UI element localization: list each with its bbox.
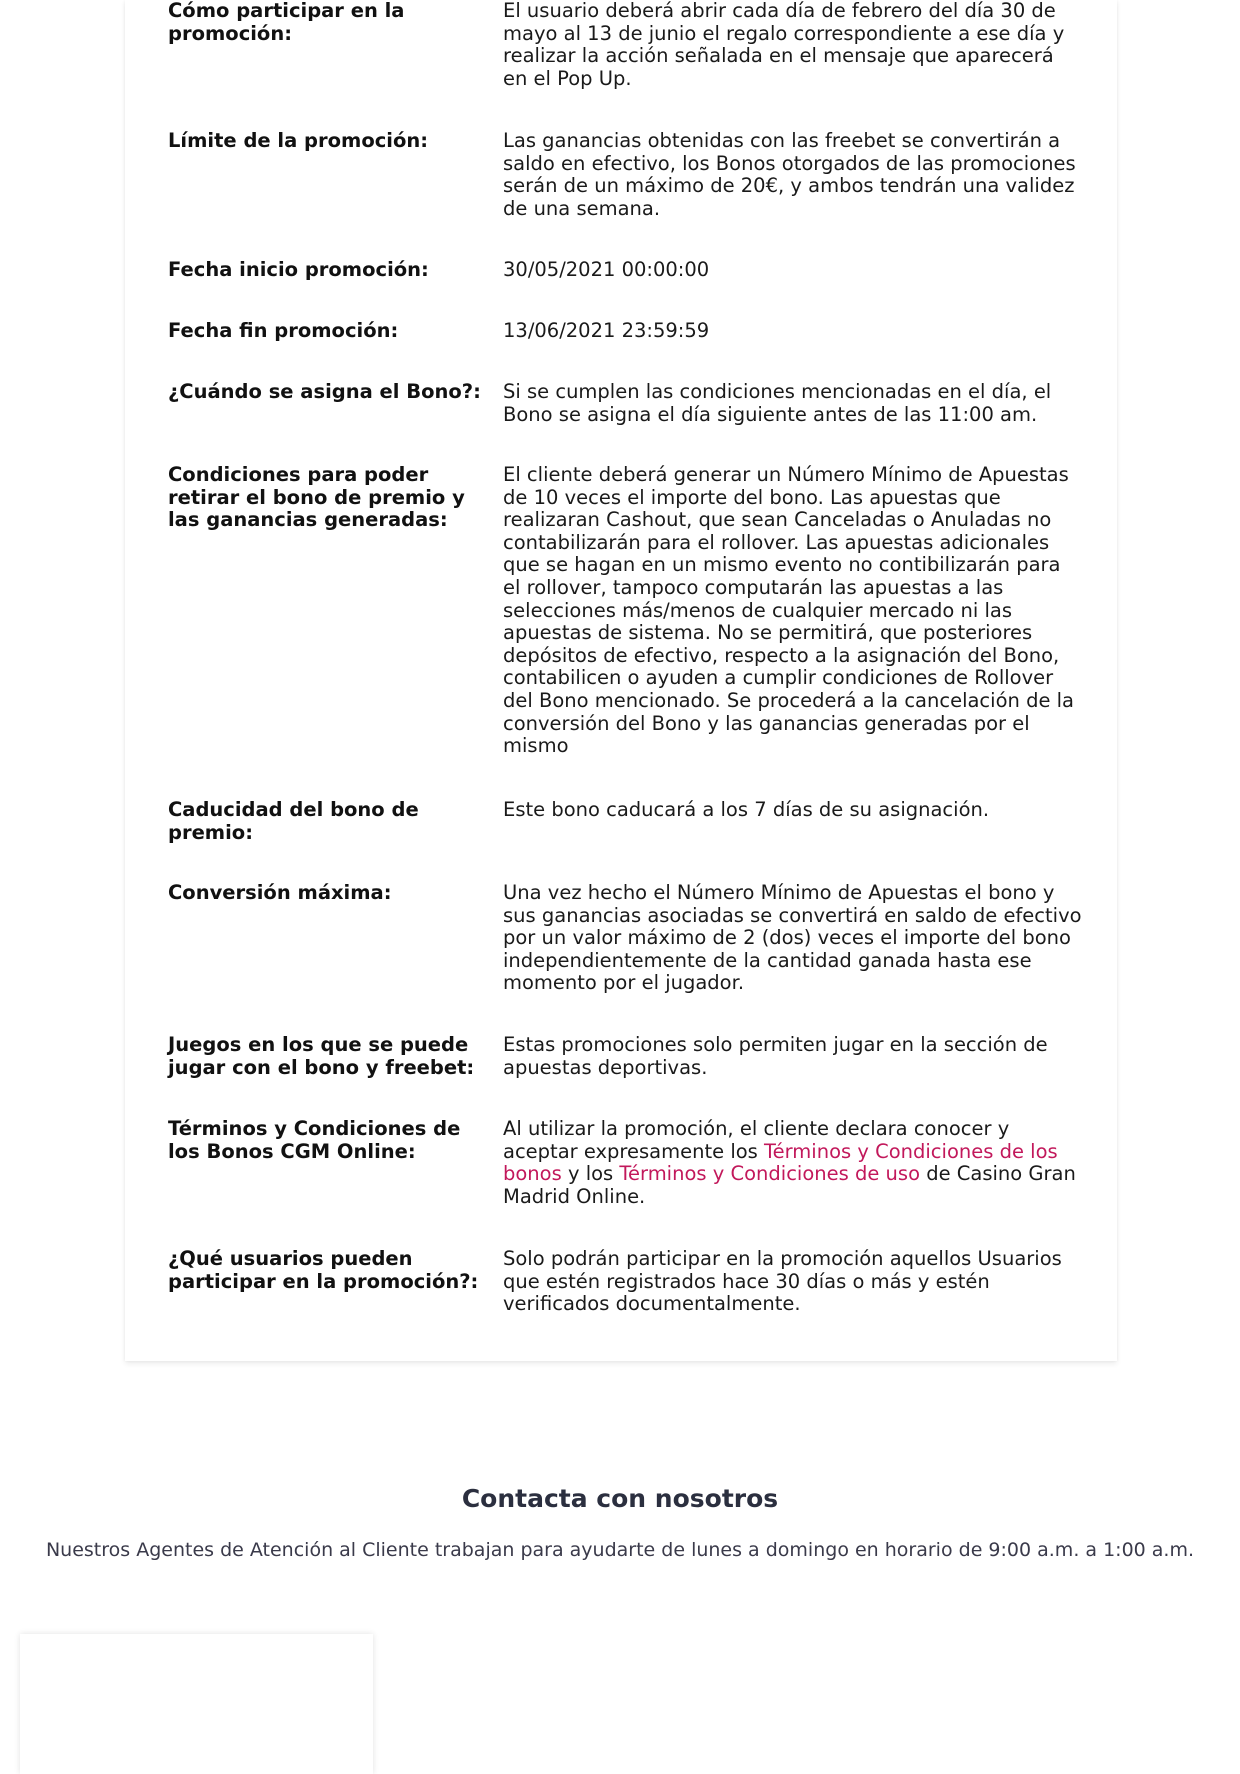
promotion-terms-card (125, 0, 1117, 1361)
term-label: Cómo participar en la promoción: (168, 0, 405, 45)
tnc-text: y los (561, 1162, 620, 1186)
term-label: Conversión máxima: (168, 881, 392, 904)
term-label: Fecha inicio promoción: (168, 258, 429, 281)
contact-card (20, 1634, 373, 1774)
term-label: Condiciones para poder retirar el bono de premio y las ganancias generadas: (168, 463, 465, 532)
term-label: ¿Cuándo se asigna el Bono?: (168, 380, 481, 403)
term-value: 30/05/2021 00:00:00 (503, 258, 710, 281)
term-value: Una vez hecho el Número Mínimo de Apuestas el bono y sus ganancias asociadas se convertirá en saldo de efectivo por un valor máximo de 2 (dos) veces el importe del bono independientemente de la cantidad ganada hasta ese momento por el jugador. (503, 881, 1082, 995)
term-value: El usuario deberá abrir cada día de febrero del día 30 de mayo al 13 de junio el regalo correspondiente a ese día y realizar la acción señalada en el mensaje que aparecerá en el Pop Up. (503, 0, 1065, 90)
term-value: Estas promociones solo permiten jugar en la sección de apuestas deportivas. (503, 1033, 1048, 1079)
term-label: ¿Qué usuarios pueden participar en la promoción?: (168, 1247, 479, 1293)
term-value (503, 1118, 1083, 1208)
term-label: Caducidad del bono de premio: (168, 798, 419, 844)
term-value: Solo podrán participar en la promoción aquellos Usuarios que estén registrados hace 30 días o más y estén verificados documentalmente. (503, 1247, 1062, 1316)
tnc-text: Al utilizar la promoción, el cliente declara conocer y aceptar expresamente los (503, 1117, 1010, 1163)
contact-description: Nuestros Agentes de Atención al Cliente trabajan para ayudarte de lunes a domingo en horario de 9:00 a.m. a 1:00 a.m. (45, 1539, 1195, 1561)
bonus-terms-link[interactable]: Términos y Condiciones de los bonos (503, 1139, 1058, 1186)
tnc-text: de Casino Gran Madrid Online. (503, 1162, 1076, 1208)
term-value: 13/06/2021 23:59:59 (503, 319, 710, 342)
term-value: Las ganancias obtenidas con las freebet se convertirán a saldo en efectivo, los Bonos otorgados de las promociones serán de un máximo de 20€, y ambos tendrán una validez de una semana. (503, 129, 1076, 220)
term-value: Si se cumplen las condiciones mencionadas en el día, el Bono se asigna el día siguiente antes de las 11:00 am. (503, 380, 1052, 426)
term-value: El cliente deberá generar un Número Mínimo de Apuestas de 10 veces el importe del bono. Las apuestas que realizaran Cashout, que sean Canceladas o Anuladas no contabilizarán para el rollover. Las apuestas adicionales que se hagan en un mismo evento no contibilizarán para el rollover, tampoco computarán las apuestas a las selecciones más/menos de cualquier mercado ni las apuestas de sistema. No se permitirá, que posteriores depósitos de efectivo, respecto a la asignación del Bono, contabilicen o ayuden a cumplir condiciones de Rollover del Bono mencionado. Se procederá a la cancelación de la conversión del Bono y las ganancias generadas por el mismo (503, 463, 1075, 758)
contact-title: Contacta con nosotros (461, 1484, 779, 1513)
term-label: Juegos en los que se puede jugar con el bono y freebet: (168, 1033, 475, 1079)
term-label: Límite de la promoción: (168, 129, 429, 152)
term-label: Términos y Condiciones de los Bonos CGM Online: (168, 1117, 461, 1163)
usage-terms-link[interactable]: Términos y Condiciones de uso (619, 1162, 920, 1186)
term-value: Este bono caducará a los 7 días de su asignación. (503, 798, 990, 821)
term-label: Fecha fin promoción: (168, 319, 399, 342)
